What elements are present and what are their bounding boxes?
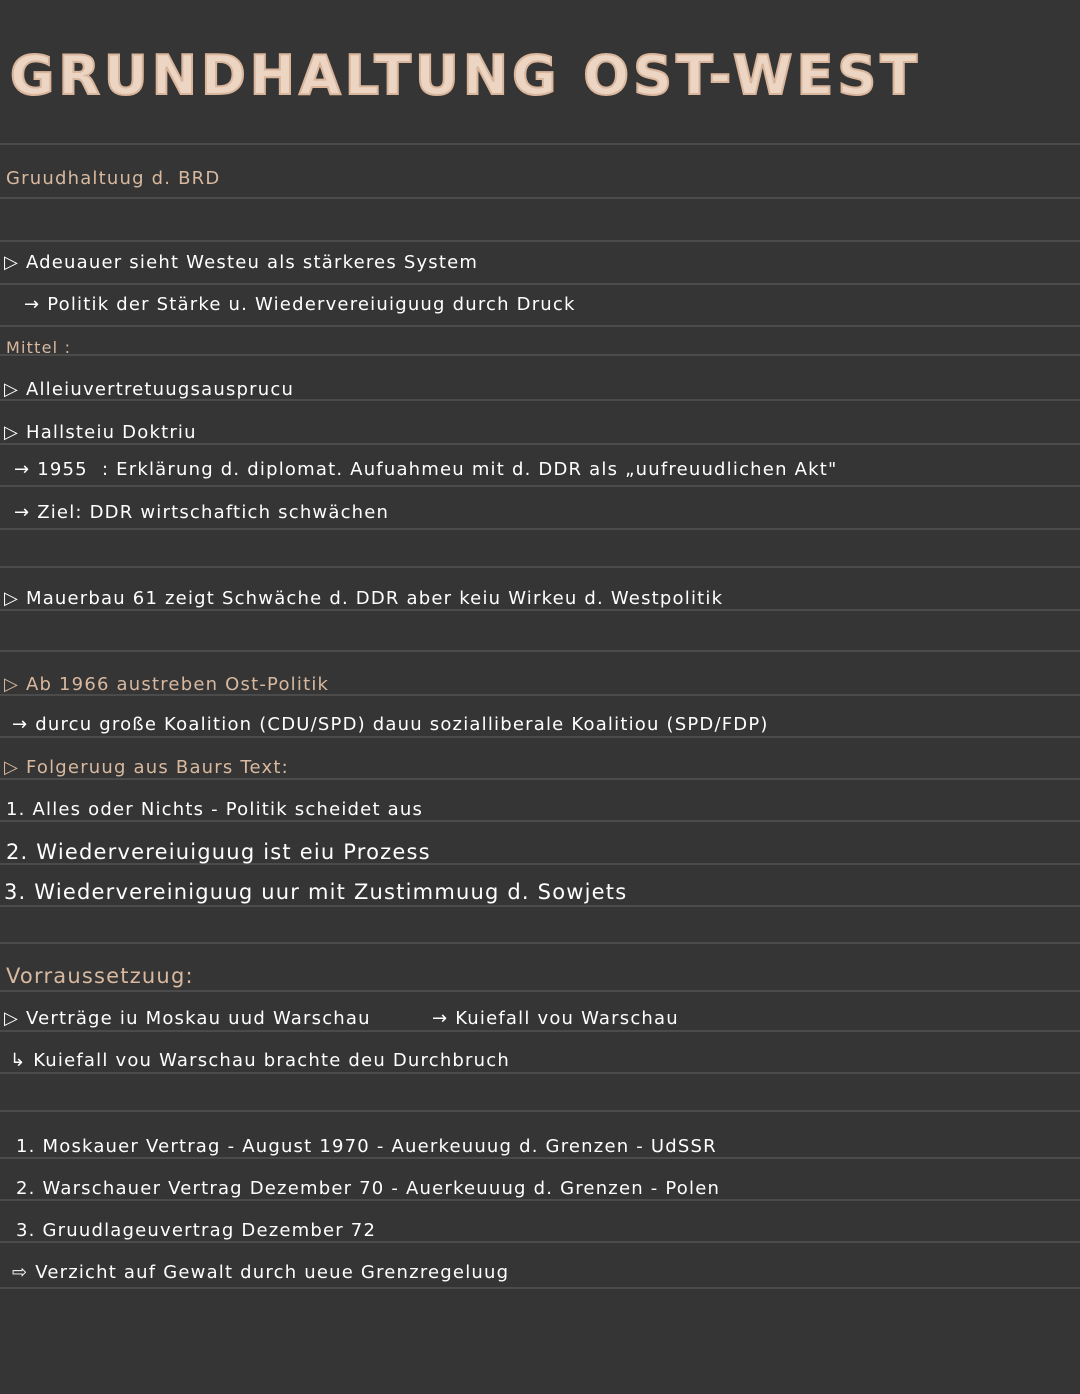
ruled-line: [0, 1287, 1080, 1289]
note-line: ▷ Verträge iu Moskau uud Warschau: [4, 1008, 371, 1029]
note-line: ▷ Mauerbau 61 zeigt Schwäche d. DDR aber keiu Wirkeu d. Westpolitik: [4, 588, 724, 609]
section-heading-mittel: Mittel :: [6, 338, 72, 357]
note-line: → Kuiefall vou Warschau: [432, 1008, 679, 1029]
section-heading-brd: Gruudhaltuug d. BRD: [6, 168, 221, 189]
ruled-line: [0, 1241, 1080, 1243]
note-line: ↳ Kuiefall vou Warschau brachte deu Durchbruch: [10, 1050, 510, 1071]
list-item: 3. Gruudlageuvertrag Dezember 72: [16, 1220, 377, 1241]
ruled-line: [0, 1072, 1080, 1074]
list-item: 3. Wiedervereiniguug uur mit Zustimmuug d. Sowjets: [4, 880, 628, 904]
ruled-line: [0, 1030, 1080, 1032]
list-item: 2. Wiedervereiuiguug ist eiu Prozess: [6, 840, 431, 864]
ruled-line: [0, 240, 1080, 242]
ruled-line: [0, 1110, 1080, 1112]
ruled-line: [0, 283, 1080, 285]
ruled-line: [0, 905, 1080, 907]
ruled-line: [0, 650, 1080, 652]
note-line-year: → 1955: [14, 459, 88, 480]
ruled-line: [0, 1157, 1080, 1159]
note-line: ▷ Hallsteiu Doktriu: [4, 422, 197, 443]
list-item: 2. Warschauer Vertrag Dezember 70 - Auerkeuuug d. Grenzen - Polen: [16, 1178, 721, 1199]
ruled-line: [0, 820, 1080, 822]
ruled-line: [0, 778, 1080, 780]
note-line: ⇨ Verzicht auf Gewalt durch ueue Grenzregeluug: [12, 1262, 510, 1283]
ruled-line: [0, 325, 1080, 327]
section-heading-folgerung: ▷ Folgeruug aus Baurs Text:: [4, 757, 289, 778]
ruled-line: [0, 736, 1080, 738]
note-line: → Politik der Stärke u. Wiedervereiuiguug durch Druck: [24, 294, 576, 315]
ruled-line: [0, 354, 1080, 356]
section-heading-voraussetzung: Vorraussetzuug:: [6, 964, 194, 988]
ruled-line: [0, 1199, 1080, 1201]
ruled-line: [0, 443, 1080, 445]
note-line: → Ziel: DDR wirtschaftich schwächen: [14, 502, 390, 523]
ruled-line: [0, 528, 1080, 530]
ruled-line: [0, 485, 1080, 487]
note-line: ▷ Alleiuvertretuugsausprucu: [4, 379, 295, 400]
section-heading-ostpolitik: ▷ Ab 1966 austreben Ost-Politik: [4, 674, 330, 695]
ruled-line: [0, 143, 1080, 145]
note-line: ▷ Adeuauer sieht Westeu als stärkeres System: [4, 252, 479, 273]
ruled-line: [0, 566, 1080, 568]
ruled-line: [0, 197, 1080, 199]
ruled-line: [0, 609, 1080, 611]
ruled-line: [0, 990, 1080, 992]
list-item: 1. Moskauer Vertrag - August 1970 - Auerkeuuug d. Grenzen - UdSSR: [16, 1136, 717, 1157]
page-title: GRUNDHALTUNG OST-WEST: [10, 44, 922, 107]
note-line: : Erklärung d. diplomat. Aufuahmeu mit d. DDR als „uufreuudlichen Akt": [102, 459, 838, 480]
ruled-line: [0, 942, 1080, 944]
note-line: → durcu große Koalition (CDU/SPD) dauu sozialliberale Koalitiou (SPD/FDP): [12, 714, 769, 735]
list-item: 1. Alles oder Nichts - Politik scheidet aus: [6, 799, 424, 820]
